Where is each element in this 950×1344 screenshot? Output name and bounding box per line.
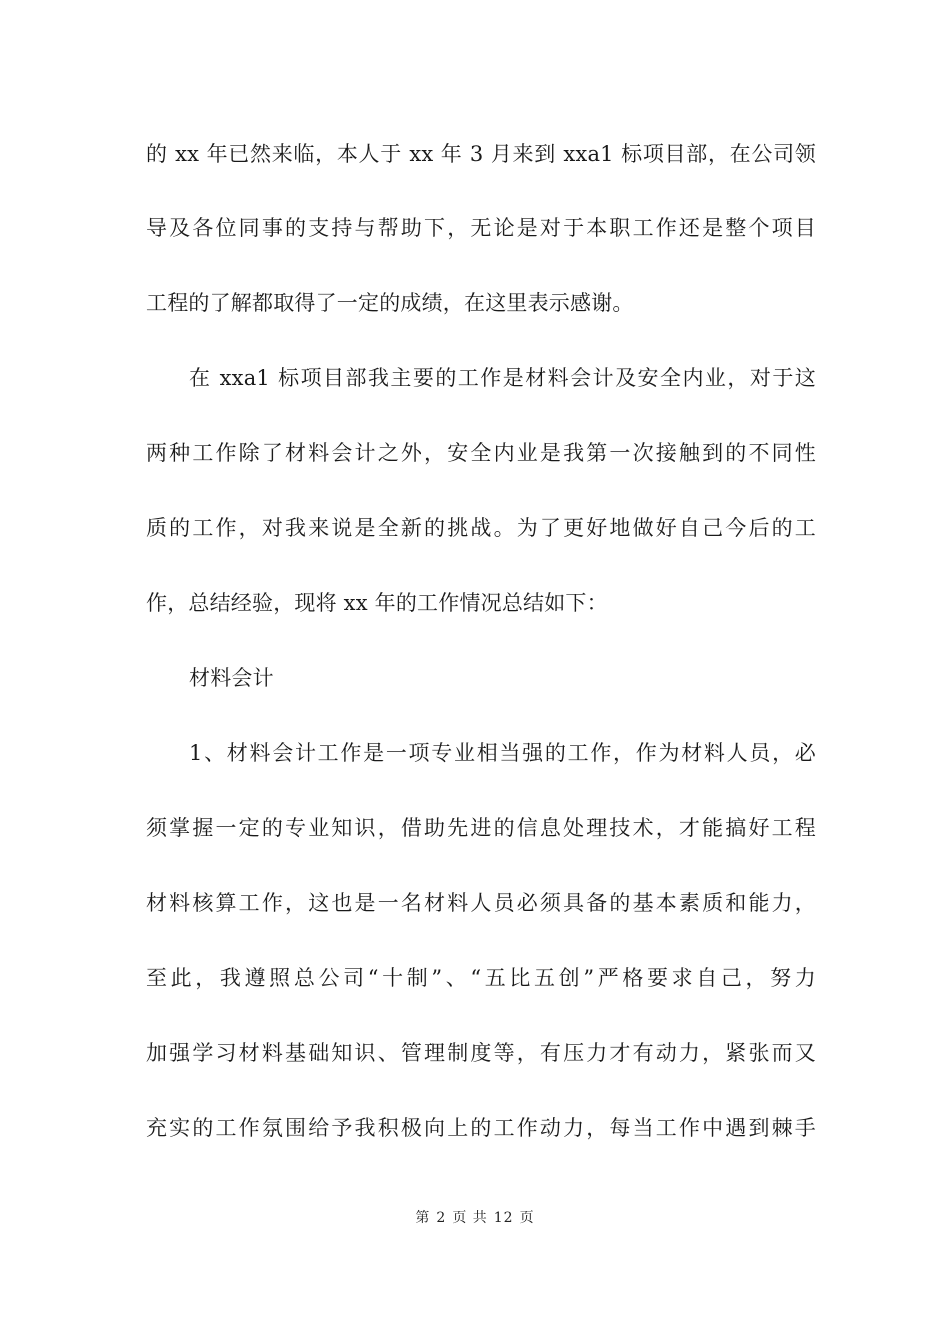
page-label-mid: 页 共 [452, 1210, 488, 1226]
body-text-line: 导及各位同事的支持与帮助下，无论是对于本职工作还是整个项目 [146, 216, 816, 240]
page-number-footer [0, 1208, 950, 1228]
page-label-suffix: 页 [519, 1210, 535, 1226]
body-text-line: 须掌握一定的专业知识，借助先进的信息处理技术，才能搞好工程 [146, 816, 816, 840]
body-text-line: 加强学习材料基础知识、管理制度等，有压力才有动力，紧张而又 [146, 1041, 816, 1065]
body-text-line: 的 xx 年已然来临，本人于 xx 年 3 月来到 xxa1 标项目部，在公司领 [146, 142, 816, 166]
paragraph-first-line: 在 xxa1 标项目部我主要的工作是材料会计及安全内业，对于这 [189, 366, 816, 390]
body-text-line: 质的工作，对我来说是全新的挑战。为了更好地做好自己今后的工 [146, 516, 816, 540]
body-text-line: 作，总结经验，现将 xx 年的工作情况总结如下： [146, 591, 608, 615]
body-text-line: 工程的了解都取得了一定的成绩，在这里表示感谢。 [146, 291, 634, 315]
paragraph-first-line: 1、材料会计工作是一项专业相当强的工作，作为材料人员，必 [189, 741, 816, 765]
total-pages-number: 12 [493, 1210, 514, 1226]
current-page-number: 2 [436, 1210, 447, 1226]
section-heading: 材料会计 [189, 666, 274, 690]
page-label-prefix: 第 [415, 1210, 431, 1226]
body-text-line: 至此，我遵照总公司“十制”、“五比五创”严格要求自己，努力 [146, 966, 816, 990]
body-text-line: 充实的工作氛围给予我积极向上的工作动力，每当工作中遇到棘手 [146, 1116, 816, 1140]
body-text-line: 两种工作除了材料会计之外，安全内业是我第一次接触到的不同性 [146, 441, 816, 465]
body-text-line: 材料核算工作，这也是一名材料人员必须具备的基本素质和能力， [146, 891, 816, 915]
